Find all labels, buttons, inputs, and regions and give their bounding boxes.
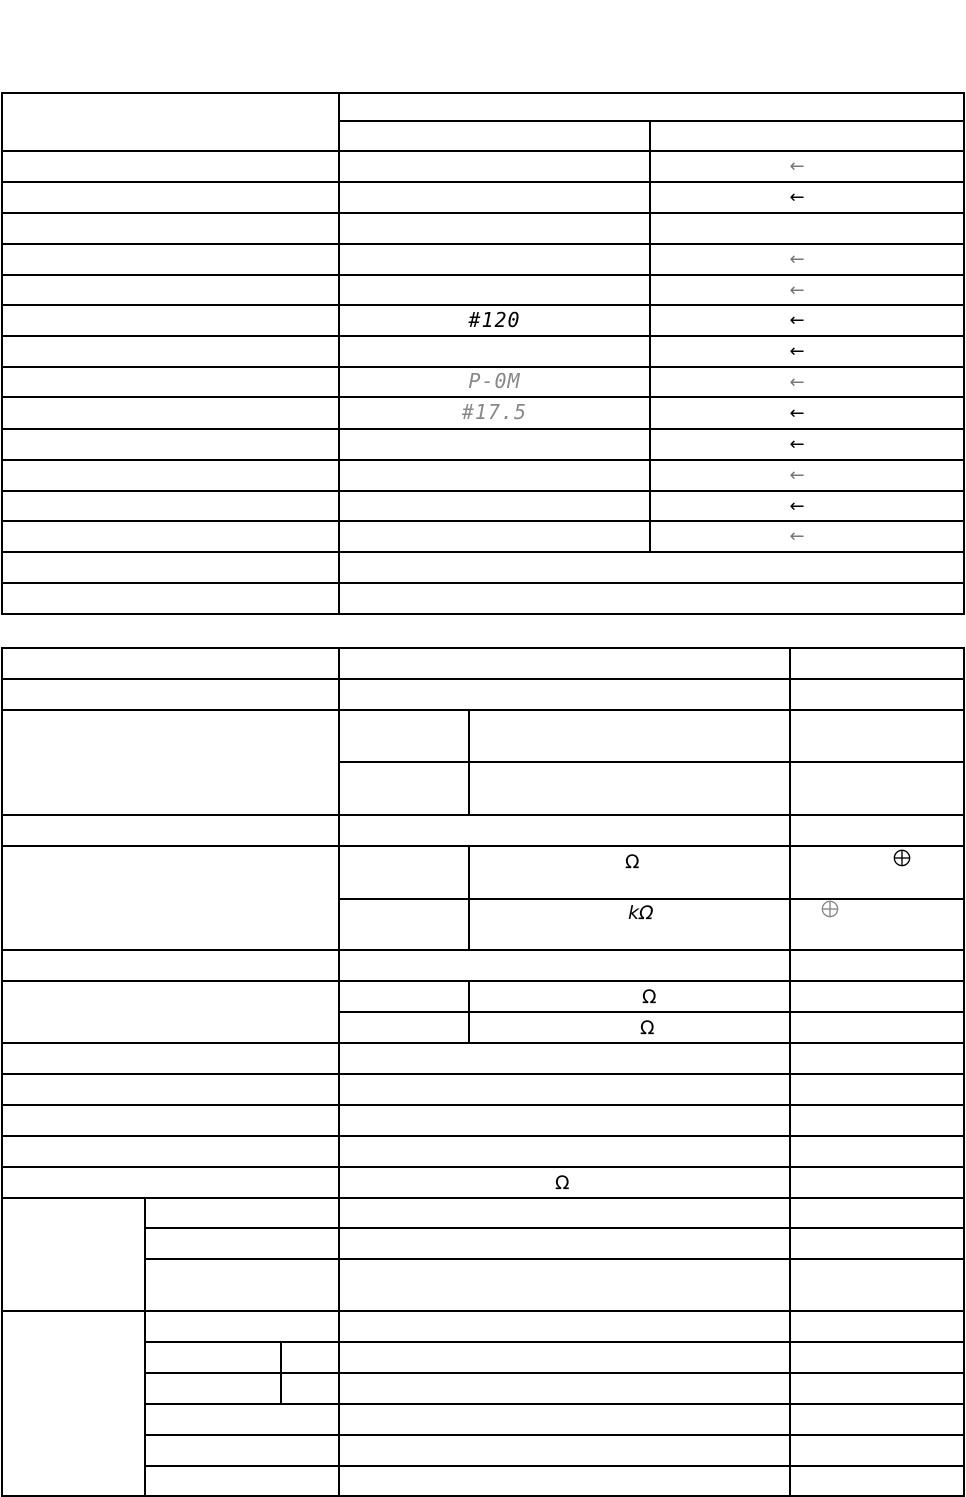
table-cell — [650, 429, 964, 460]
table-cell — [790, 1311, 964, 1342]
table-cell — [790, 1043, 964, 1074]
same-as-left-arrow-icon: ← — [789, 341, 805, 362]
table-cell — [339, 710, 469, 762]
table-cell — [339, 552, 964, 583]
same-as-left-arrow-icon: ← — [789, 156, 805, 177]
table-cell — [2, 583, 339, 614]
table-cell — [790, 648, 964, 679]
table-cell — [339, 1136, 790, 1167]
table-cell — [650, 460, 964, 491]
spec-table-1 — [1, 92, 965, 615]
table-cell — [339, 213, 650, 244]
table-row — [2, 1342, 964, 1373]
table-row — [2, 213, 964, 244]
header-cell — [339, 93, 964, 121]
header-cell — [339, 121, 650, 151]
table-cell — [790, 1259, 964, 1311]
ohm-unit: Ω — [642, 985, 657, 1008]
table-cell — [790, 1228, 964, 1259]
table-row — [2, 1105, 964, 1136]
header-cell — [2, 93, 339, 151]
table-row — [2, 336, 964, 367]
table-row — [2, 679, 964, 710]
ohm-unit: Ω — [640, 1016, 655, 1039]
table-cell — [339, 1105, 790, 1136]
spec-table-2 — [1, 647, 965, 1497]
table-cell — [339, 491, 650, 521]
table-cell — [2, 710, 339, 815]
table-cell — [650, 182, 964, 213]
table-cell — [2, 679, 339, 710]
table-cell — [650, 213, 964, 244]
table-cell — [2, 1136, 339, 1167]
table-cell — [790, 1404, 964, 1435]
table-cell — [790, 1012, 964, 1043]
table-cell — [650, 397, 964, 429]
table-cell — [790, 1167, 964, 1198]
table-cell — [145, 1435, 339, 1466]
table-row — [2, 93, 964, 121]
table-row — [2, 1259, 964, 1311]
table-cell — [339, 1043, 790, 1074]
table-row — [2, 1198, 964, 1228]
table-row — [2, 1167, 964, 1198]
table-cell — [790, 1373, 964, 1404]
table-cell — [2, 552, 339, 583]
table-cell — [469, 981, 790, 1012]
table-cell — [281, 1342, 339, 1373]
table-row — [2, 491, 964, 521]
table-cell — [339, 1228, 790, 1259]
table-cell — [790, 950, 964, 981]
table-cell — [469, 1012, 790, 1043]
table-cell — [339, 815, 790, 846]
table-cell — [339, 1259, 790, 1311]
table-cell — [2, 491, 339, 521]
table-cell — [2, 1167, 339, 1198]
table-cell — [145, 1311, 339, 1342]
table-cell — [145, 1466, 339, 1496]
table-cell — [339, 244, 650, 275]
table-row — [2, 521, 964, 552]
table-cell — [790, 1198, 964, 1228]
table-cell — [145, 1228, 339, 1259]
table-cell — [145, 1342, 281, 1373]
table-cell — [339, 1342, 790, 1373]
table-cell — [469, 899, 790, 950]
table-cell — [2, 367, 339, 397]
table-row — [2, 1311, 964, 1342]
table-row — [2, 1373, 964, 1404]
table-cell — [650, 244, 964, 275]
table-cell — [650, 491, 964, 521]
table-cell — [2, 336, 339, 367]
header-cell — [650, 121, 964, 151]
table-cell — [790, 1136, 964, 1167]
segment-display-reading: #17.5 — [461, 400, 528, 424]
table-cell — [339, 1311, 790, 1342]
table-cell — [2, 1074, 339, 1105]
same-as-left-arrow-icon: ← — [789, 187, 805, 208]
table-cell — [790, 1074, 964, 1105]
table-cell — [339, 981, 469, 1012]
table-cell — [339, 950, 790, 981]
table-cell — [790, 899, 964, 950]
table-row — [2, 950, 964, 981]
table-cell — [650, 305, 964, 336]
table-row — [2, 397, 964, 429]
table-cell — [2, 846, 339, 950]
table-cell — [339, 762, 469, 815]
plus-circle-icon — [893, 849, 911, 867]
table-row — [2, 275, 964, 305]
table-cell — [145, 1259, 339, 1311]
same-as-left-arrow-icon: ← — [789, 249, 805, 270]
table-cell — [339, 1373, 790, 1404]
table-cell — [469, 846, 790, 899]
table-cell — [339, 151, 650, 182]
table-row — [2, 429, 964, 460]
table-row — [2, 1404, 964, 1435]
table-row — [2, 367, 964, 397]
table-cell — [2, 1198, 145, 1311]
table-row — [2, 846, 964, 899]
table-row — [2, 1466, 964, 1496]
ohm-unit: Ω — [625, 851, 640, 873]
table-row — [2, 182, 964, 213]
table-cell — [650, 367, 964, 397]
table-cell — [339, 460, 650, 491]
table-cell — [2, 397, 339, 429]
table-cell — [339, 1466, 790, 1496]
table-row — [2, 648, 964, 679]
table-cell — [339, 1074, 790, 1105]
table-cell — [339, 583, 964, 614]
table-cell — [790, 679, 964, 710]
table-cell — [2, 521, 339, 552]
table-cell — [145, 1198, 339, 1228]
table-cell — [2, 244, 339, 275]
table-row — [2, 460, 964, 491]
same-as-left-arrow-icon: ← — [789, 402, 805, 424]
table-row — [2, 815, 964, 846]
table-cell — [2, 151, 339, 182]
table-cell — [790, 981, 964, 1012]
same-as-left-arrow-icon: ← — [789, 495, 805, 517]
table-row — [2, 710, 964, 762]
table-cell — [790, 1342, 964, 1373]
table-row — [2, 552, 964, 583]
same-as-left-arrow-icon: ← — [789, 526, 805, 547]
table-cell — [2, 1311, 145, 1496]
table-cell — [790, 710, 964, 762]
table-cell — [2, 1105, 339, 1136]
table-row — [2, 1074, 964, 1105]
same-as-left-arrow-icon: ← — [789, 310, 805, 331]
table-cell — [339, 1167, 790, 1198]
same-as-left-arrow-icon: ← — [789, 434, 805, 455]
table-cell — [469, 762, 790, 815]
table-cell — [2, 981, 339, 1043]
segment-display-reading: P-0M — [468, 369, 521, 393]
table-cell — [2, 182, 339, 213]
table-cell — [339, 1435, 790, 1466]
table-cell — [339, 1198, 790, 1228]
table-row — [2, 305, 964, 336]
table-cell — [339, 1012, 469, 1043]
table-cell — [650, 336, 964, 367]
table-cell — [2, 213, 339, 244]
table-cell — [2, 815, 339, 846]
plus-circle-icon — [821, 900, 839, 918]
table-row — [2, 583, 964, 614]
ohm-unit: Ω — [555, 1171, 570, 1194]
table-cell — [281, 1373, 339, 1404]
table-cell — [339, 846, 469, 899]
table-cell — [339, 899, 469, 950]
table-cell — [339, 275, 650, 305]
table-cell — [650, 521, 964, 552]
table-row — [2, 244, 964, 275]
same-as-left-arrow-icon: ← — [789, 371, 805, 393]
table-cell — [790, 1105, 964, 1136]
table-cell — [145, 1404, 339, 1435]
table-cell — [339, 429, 650, 460]
segment-display-reading: #120 — [468, 307, 521, 332]
table-cell — [339, 648, 790, 679]
table-row — [2, 1228, 964, 1259]
table-cell — [339, 182, 650, 213]
table-cell — [339, 336, 650, 367]
same-as-left-arrow-icon: ← — [789, 465, 805, 486]
table-cell — [2, 648, 339, 679]
same-as-left-arrow-icon: ← — [789, 279, 805, 301]
table-cell — [339, 679, 790, 710]
table-cell — [650, 151, 964, 182]
table-cell — [339, 1404, 790, 1435]
table-row — [2, 1043, 964, 1074]
table-cell — [790, 815, 964, 846]
table-cell — [790, 1466, 964, 1496]
table-cell — [790, 846, 964, 899]
table-cell — [339, 367, 650, 397]
table-cell — [790, 1435, 964, 1466]
table-cell — [2, 275, 339, 305]
table-row — [2, 151, 964, 182]
table-cell — [339, 305, 650, 336]
table-row — [2, 1435, 964, 1466]
table-cell — [469, 710, 790, 762]
table-cell — [339, 521, 650, 552]
kilo-ohm-unit: kΩ — [628, 902, 654, 924]
table-cell — [2, 1043, 339, 1074]
table-row — [2, 981, 964, 1012]
table-cell — [339, 397, 650, 429]
table-cell — [2, 429, 339, 460]
table-cell — [2, 950, 339, 981]
table-cell — [650, 275, 964, 305]
table-cell — [790, 762, 964, 815]
table-cell — [145, 1373, 281, 1404]
table-cell — [2, 305, 339, 336]
table-row — [2, 1136, 964, 1167]
table-cell — [2, 460, 339, 491]
